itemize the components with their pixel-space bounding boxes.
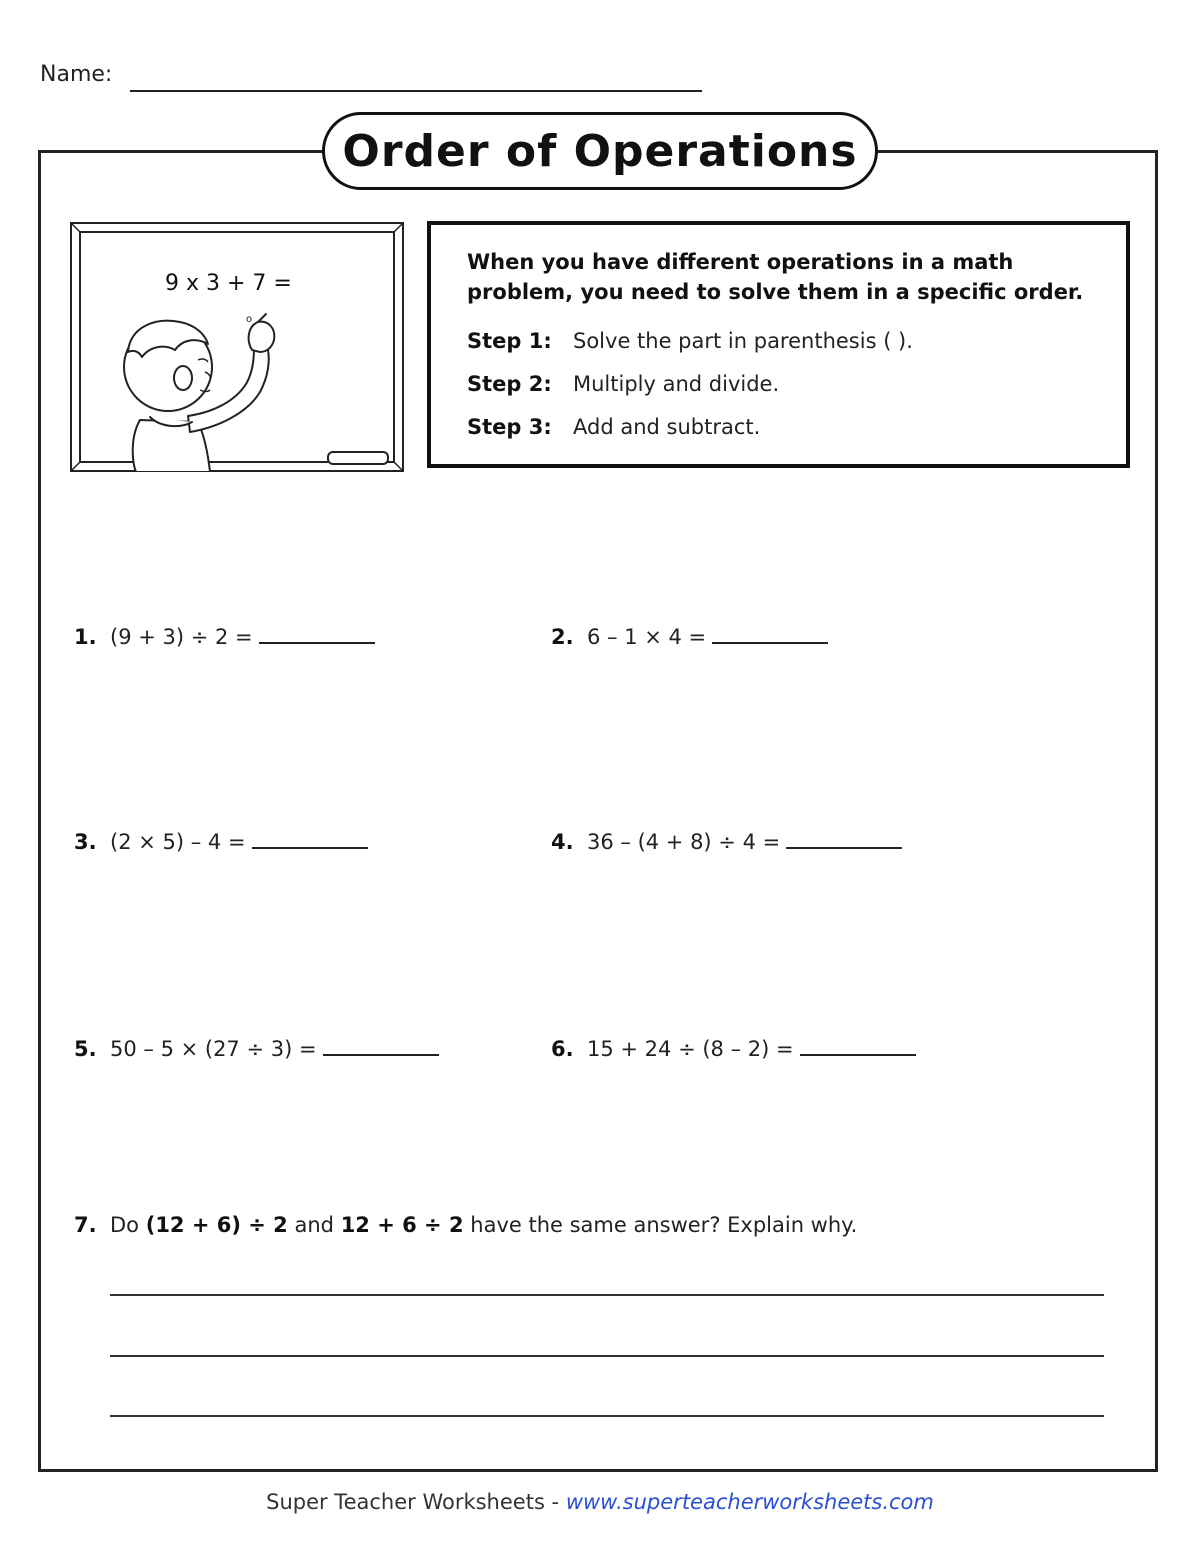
instructions-box [427, 221, 1130, 468]
problem-number: 6. [551, 1037, 574, 1061]
footer [0, 1490, 1200, 1514]
problem-expression: 36 – (4 + 8) ÷ 4 = [587, 830, 781, 854]
answer-line[interactable] [110, 1355, 1104, 1357]
question-expression-2: 12 + 6 ÷ 2 [340, 1213, 464, 1237]
name-line[interactable] [130, 90, 702, 92]
problem-number: 1. [74, 625, 97, 649]
name-label: Name: [40, 62, 113, 87]
step-text: Multiply and divide. [573, 372, 780, 396]
page-title: Order of Operations [342, 125, 858, 177]
answer-blank[interactable] [259, 624, 375, 644]
problem-expression: (2 × 5) – 4 = [110, 830, 246, 854]
question-text: have the same answer? Explain why. [470, 1213, 858, 1237]
question-text: and [294, 1213, 334, 1237]
problem-number: 2. [551, 625, 574, 649]
intro-text: When you have different operations in a math problem, you need to solve them in a specific order. [467, 250, 1084, 304]
step-3 [467, 415, 760, 439]
step-text: Solve the part in parenthesis ( ). [573, 329, 913, 353]
step-2 [467, 372, 779, 396]
problem-number: 3. [74, 830, 97, 854]
problem-expression: 6 – 1 × 4 = [587, 625, 707, 649]
problem-6 [551, 1036, 916, 1061]
problem-number: 5. [74, 1037, 97, 1061]
board-equation: 9 x 3 + 7 = [165, 271, 292, 296]
answer-blank[interactable] [252, 829, 368, 849]
answer-blank[interactable] [712, 624, 828, 644]
answer-blank[interactable] [786, 829, 902, 849]
step-1 [467, 329, 913, 353]
title-banner [322, 112, 878, 190]
problem-expression: 15 + 24 ÷ (8 – 2) = [587, 1037, 794, 1061]
problem-5 [74, 1036, 439, 1061]
problem-number: 4. [551, 830, 574, 854]
answer-line[interactable] [110, 1294, 1104, 1296]
problem-number: 7. [74, 1213, 97, 1237]
problem-1 [74, 624, 375, 649]
question-expression-1: (12 + 6) ÷ 2 [145, 1213, 288, 1237]
problem-expression: 50 – 5 × (27 ÷ 3) = [110, 1037, 317, 1061]
problem-expression: (9 + 3) ÷ 2 = [110, 625, 253, 649]
svg-text:o: o [246, 314, 253, 325]
problem-4 [551, 829, 902, 854]
chalkboard-illustration [70, 222, 404, 472]
answer-blank[interactable] [323, 1036, 439, 1056]
answer-line[interactable] [110, 1415, 1104, 1417]
step-label: Step 1: [467, 329, 552, 353]
answer-blank[interactable] [800, 1036, 916, 1056]
step-label: Step 3: [467, 415, 552, 439]
step-label: Step 2: [467, 372, 552, 396]
footer-brand: Super Teacher Worksheets - [266, 1490, 560, 1514]
step-text: Add and subtract. [573, 415, 761, 439]
footer-link[interactable]: www.superteacherworksheets.com [565, 1490, 934, 1514]
problem-7 [74, 1213, 857, 1237]
problem-3 [74, 829, 368, 854]
question-text: Do [110, 1213, 140, 1237]
problem-2 [551, 624, 828, 649]
